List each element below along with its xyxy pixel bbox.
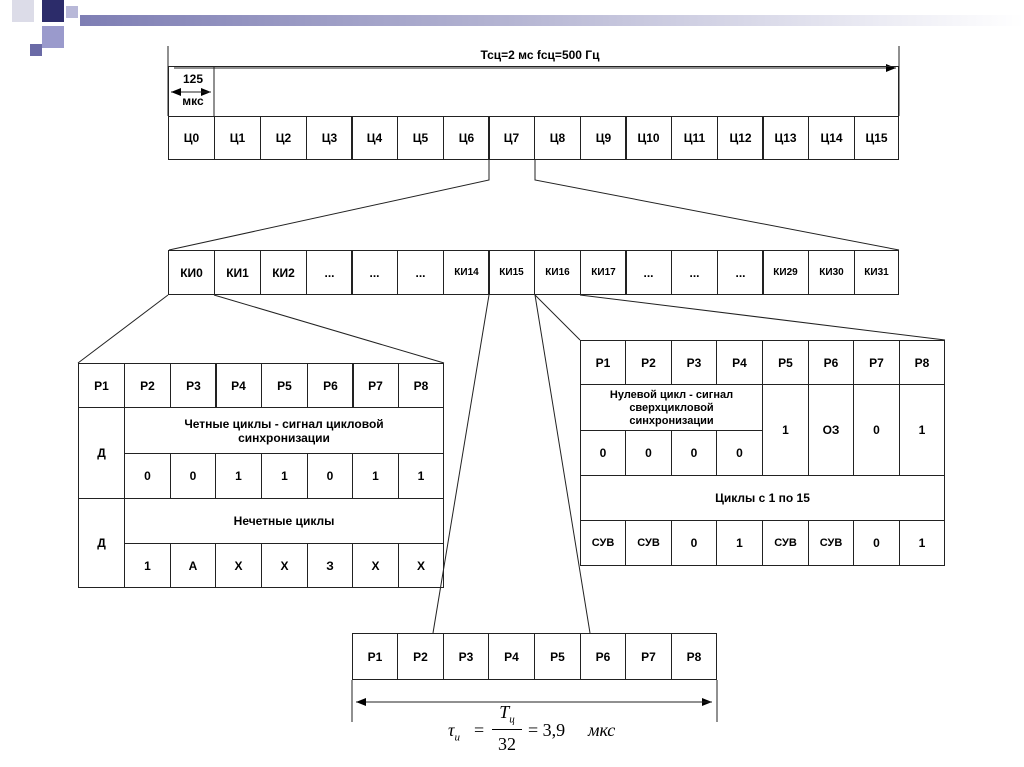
bit-header: Р3 [170, 363, 217, 408]
even-value: 0 [124, 453, 171, 499]
channel-interval-cell: КИ31 [854, 250, 899, 295]
cycles-value: СУВ [625, 520, 672, 566]
bottom-table [352, 633, 717, 680]
bit-header: Р7 [352, 363, 399, 408]
bit-header: Р3 [443, 633, 489, 680]
bit-header: Р8 [398, 363, 444, 408]
channel-interval-cell: ... [671, 250, 718, 295]
formula-numerator: $T_ц$ [499, 702, 515, 726]
cycle-cell: Ц0 [168, 116, 215, 160]
zero-right-value: 1 [762, 384, 809, 476]
channel-interval-cell: ... [351, 250, 398, 295]
timing-frame-box [168, 66, 899, 116]
zero-value: 0 [671, 430, 717, 476]
odd-value: Х [215, 543, 262, 588]
formula-result: = 3,9 [528, 720, 566, 740]
channel-interval-cell: КИ15 [488, 250, 535, 295]
even-value: 1 [261, 453, 308, 499]
bit-header: Р8 [671, 633, 717, 680]
cycles-value: СУВ [808, 520, 854, 566]
channel-interval-formula: $\tau_и$ = $T_ц$ 32 = 3,9 мкс [448, 702, 616, 754]
zero-value: 0 [625, 430, 672, 476]
zero-value: 0 [716, 430, 763, 476]
cycle-cell: Ц15 [854, 116, 899, 160]
odd-value: 1 [124, 543, 171, 588]
left-table [78, 363, 444, 588]
zero-cycle-caption: Нулевой цикл - сигнал сверхцикловой синхронизации [580, 384, 763, 431]
cycle-cell: Ц9 [580, 116, 627, 160]
channel-interval-cell: ... [625, 250, 672, 295]
cycles-value: 1 [716, 520, 763, 566]
cycle-cell: Ц4 [351, 116, 398, 160]
formula-denominator: 32 [498, 734, 516, 754]
cycle-cell: Ц5 [397, 116, 444, 160]
channel-intervals-row [168, 250, 899, 295]
cycle-cell: Ц1 [214, 116, 261, 160]
bit-header: Р6 [808, 340, 854, 385]
bit-header: Р1 [352, 633, 398, 680]
cycle-cell: Ц7 [488, 116, 535, 160]
channel-interval-cell: ... [717, 250, 764, 295]
bit-header: Р6 [307, 363, 354, 408]
channel-interval-cell: КИ29 [762, 250, 809, 295]
cycles-value: 0 [853, 520, 900, 566]
odd-value: Х [398, 543, 444, 588]
channel-interval-cell: КИ17 [580, 250, 627, 295]
cycle-cell: Ц13 [762, 116, 809, 160]
cycles-value: 1 [899, 520, 945, 566]
cycle-cell: Ц10 [625, 116, 672, 160]
slot-duration-value: 125 [182, 72, 204, 86]
odd-value: А [170, 543, 216, 588]
bit-header: Р7 [853, 340, 900, 385]
zero-right-value: 0 [853, 384, 900, 476]
cycles-value: 0 [671, 520, 717, 566]
even-cycles-caption: Четные циклы - сигнал цикловой синхронизации [124, 407, 444, 454]
bit-header: Р2 [397, 633, 444, 680]
bit-header: Р2 [625, 340, 672, 385]
zero-value: 0 [580, 430, 626, 476]
channel-interval-cell: ... [306, 250, 353, 295]
cycles-row [168, 116, 899, 160]
formula-unit: мкс [588, 720, 616, 740]
bit-header: Р2 [124, 363, 171, 408]
row-label-even: Д [78, 407, 125, 499]
channel-interval-cell: КИ2 [260, 250, 307, 295]
cycles-value: СУВ [580, 520, 626, 566]
channel-interval-cell: ... [397, 250, 444, 295]
even-value: 0 [170, 453, 216, 499]
bit-header: Р8 [899, 340, 945, 385]
even-value: 1 [215, 453, 262, 499]
channel-interval-cell: КИ1 [214, 250, 261, 295]
row-label-odd: Д [78, 498, 125, 588]
right-table [580, 340, 945, 566]
bit-header: Р1 [580, 340, 626, 385]
frame-period-label: Тсц=2 мс fсц=500 Гц [480, 48, 600, 62]
odd-value: Х [261, 543, 308, 588]
cycles-value: СУВ [762, 520, 809, 566]
bit-header: Р5 [762, 340, 809, 385]
channel-interval-cell: КИ0 [168, 250, 215, 295]
bit-header: Р1 [78, 363, 125, 408]
cycle-cell: Ц12 [717, 116, 764, 160]
odd-value: Х [352, 543, 399, 588]
bit-header: Р5 [261, 363, 308, 408]
bit-header: Р4 [488, 633, 535, 680]
channel-interval-cell: КИ16 [534, 250, 581, 295]
odd-value: З [307, 543, 353, 588]
bit-header: Р4 [215, 363, 262, 408]
channel-interval-cell: КИ14 [443, 250, 490, 295]
cycle-cell: Ц2 [260, 116, 307, 160]
fraction-bar [492, 729, 522, 730]
bit-header: Р4 [716, 340, 763, 385]
even-value: 0 [307, 453, 353, 499]
bit-header: Р7 [625, 633, 672, 680]
cycle-cell: Ц8 [534, 116, 581, 160]
bit-header: Р5 [534, 633, 581, 680]
zero-right-value: ОЗ [808, 384, 854, 476]
channel-interval-cell: КИ30 [808, 250, 855, 295]
cycles-1-15-caption: Циклы с 1 по 15 [580, 475, 945, 521]
formula-lhs: $\tau_и$ [448, 720, 460, 744]
zero-right-value: 1 [899, 384, 945, 476]
cycle-cell: Ц14 [808, 116, 855, 160]
odd-cycles-caption: Нечетные циклы [124, 498, 444, 544]
bit-header: Р3 [671, 340, 717, 385]
bit-header: Р6 [580, 633, 626, 680]
cycle-cell: Ц6 [443, 116, 490, 160]
cycle-cell: Ц3 [306, 116, 353, 160]
cycle-cell: Ц11 [671, 116, 718, 160]
slot-duration-unit: мкс [182, 94, 204, 108]
even-value: 1 [352, 453, 399, 499]
even-value: 1 [398, 453, 444, 499]
